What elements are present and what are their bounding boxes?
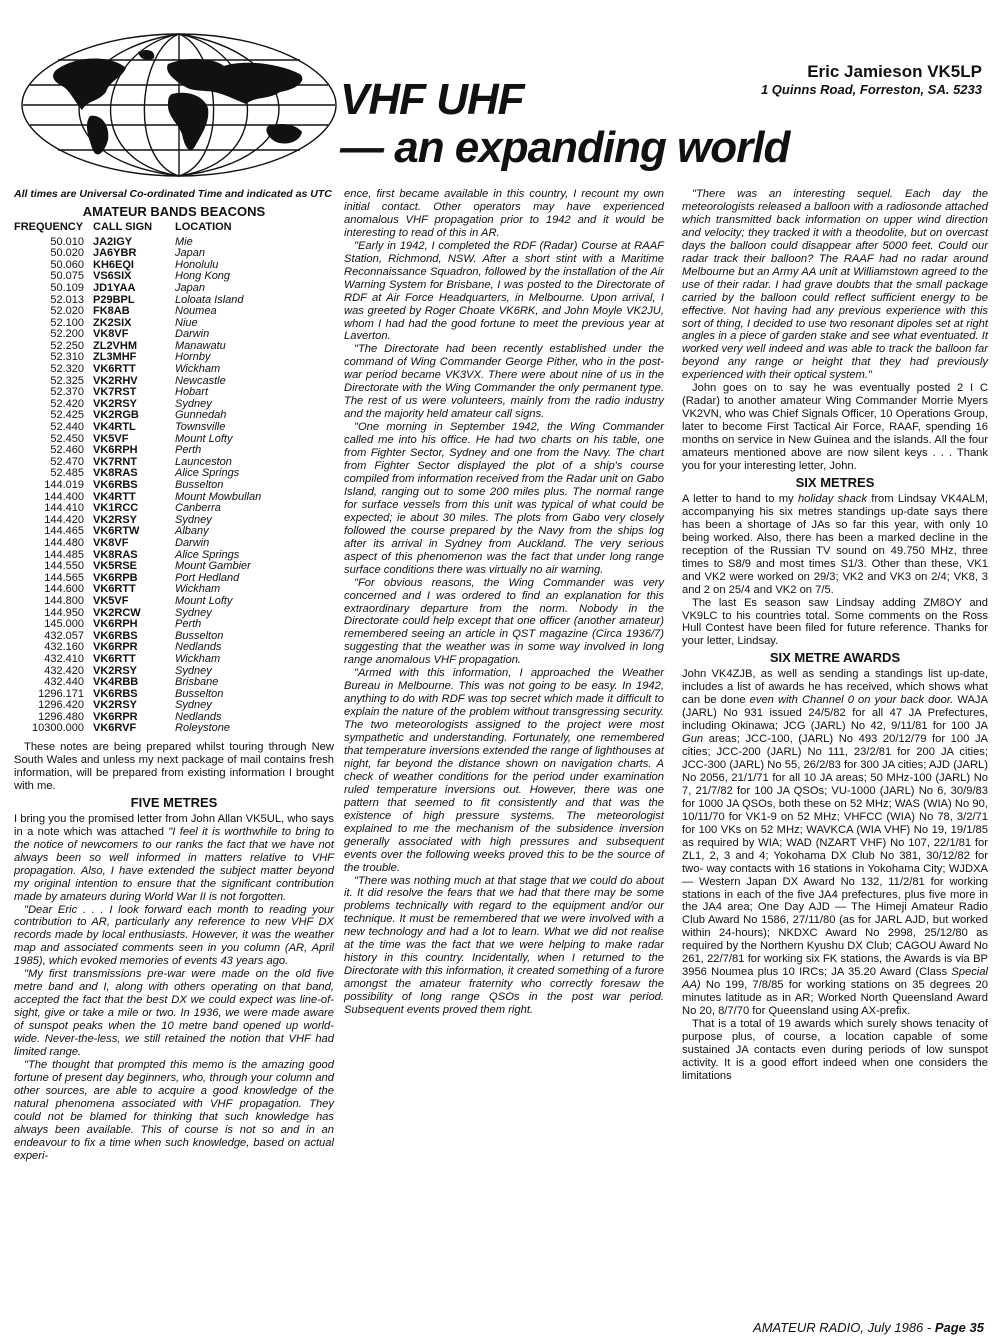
freq-header: FREQUENCY (14, 220, 84, 233)
beacon-frequency: 10300.000 (32, 722, 84, 735)
beacon-location: Noumea (175, 305, 217, 318)
beacon-callsign: VK5VF (93, 432, 129, 445)
beacon-callsign: VK8VF (93, 536, 129, 549)
beacon-callsign: VK8RAS (93, 467, 138, 480)
beacon-location: Japan (175, 281, 205, 294)
letter-paragraph-3: "The thought that prompted this memo is the amazing good fortune of present day beginners, who, through your column and other sources, are able to acquire a good knowledge of the natural phenomena associated with VHF propagation. They could not be blamed for thinking that such knowledge has always been available. This of course is not so and in an endeavour to fix a time when such knowledge, based on actual experi- (14, 1058, 334, 1162)
letter-paragraph-8: "For obvious reasons, the Wing Commander was very concerned and I was ordered to find an explanation for this extraordinary departure from the norm. Nobody in the Directorate could help except that one officer (another amateur) remembered seeing an article in QST magazine (Circa 1936/7) suggesting that the weather was in some way involved in long range anomalous VHF propagation. (344, 576, 664, 667)
beacon-callsign: VK6RPR (93, 641, 138, 654)
gun-text: Gun (682, 733, 704, 746)
beacon-location: Loloata Island (175, 293, 244, 306)
beacon-row (14, 306, 261, 318)
beacon-location: Gunnedah (175, 409, 227, 422)
five-metres-quote: "I feel it is worthwhile to bring to the notice of newcomers to our ranks the fact that we have not always been so well informed in matters relative to VHF propagation. Also, I have extended the subject matter beyond my original intention to ensure that the significant contribution made by amateurs during World War II is not forgotten. (14, 825, 335, 903)
beacon-location: Busselton (175, 687, 224, 700)
column-1 (14, 188, 334, 1163)
beacon-location: Hobart (175, 386, 209, 399)
beacon-location: Albany (175, 525, 209, 538)
beacon-frequency: 432.160 (44, 641, 84, 654)
beacon-location: Alice Springs (175, 467, 240, 480)
beacon-location: Launceston (175, 455, 232, 468)
beacons-heading: AMATEUR BANDS BEACONS (82, 204, 266, 219)
letter-paragraph-11: "There was an interesting sequel. Each day the meteorologists released a balloon with a radiosonde attached which transmitted back information on upper wind direction and velocity; they tracked it with a theodolite, but on overcast days the balloon could disappear after 5000 feet. Could our radar track their balloon? The RAAF had no radar around Melbourne but an Army AA unit at Williamstown agreed to the use of their radar. I had grave doubts that the small package carried by the balloon could reflect sufficient energy to be effective. Not having had any previous experience with this sort of thing, I decided to use two resonant dipoles set at right angles in a piece of garden stake and see what eventuated. It worked very well indeed and was able to track the balloon far beyond any range or height that they had previously experienced with their optical system." (682, 188, 988, 382)
six-metres-text-b: from Lindsay VK4ALM, accompanying his six metres standings up-date says there has been a shortage of JAs so far this year, with only 10 being worked. Also, there has been a marked decline in the reception of the Russian TV sound on 49.750 MHz, three times to S8/9 and most times S1/3. Other than these, VK1 and VK2 were worked on 29/3; VK2 and VK3 on 2/4; VK8, 3 and 2 on 25/4 and VK2 on 7/5. (682, 492, 988, 596)
beacons-header-row (14, 222, 261, 237)
beacon-frequency: 52.460 (50, 444, 84, 457)
beacons-table (14, 222, 261, 735)
beacon-location: Mount Lofty (175, 594, 233, 607)
beacon-frequency: 144.800 (44, 594, 84, 607)
beacon-callsign: VK2RSY (93, 397, 138, 410)
beacon-frequency: 1296.171 (38, 687, 84, 700)
world-map-globe-icon (18, 30, 340, 180)
column-2 (344, 188, 664, 1017)
beacon-location: Roleystone (175, 722, 231, 735)
call-header: CALL SIGN (93, 220, 153, 233)
beacon-location: Mount Mowbullan (175, 490, 262, 503)
beacon-callsign: VK7RNT (93, 455, 138, 468)
letter-paragraph-5: "Early in 1942, I completed the RDF (Radar) Course at RAAF Station, Richmond, NSW. After a short stint with a Maritime Reconnaissance Squadron, followed by the installation of the Air Warning System for Brisbane, I was posted to the Directorate of RDF at Air Force Headquarters, in Melbourne. Upon arrival, I was greeted by Roger Choate VK6RK, and John Moyle VK2JU, whom I had had the good fortune to meet the previous year at Laverton. (344, 239, 664, 343)
author-name: Eric Jamieson VK5LP (807, 62, 982, 81)
beacon-callsign: VK6RBS (93, 629, 138, 642)
beacon-frequency: 50.020 (50, 247, 84, 260)
beacon-callsign: VK6RPH (93, 618, 138, 631)
beacon-location: Darwin (175, 536, 210, 549)
beacon-callsign: VK5RSE (93, 560, 138, 573)
beacon-callsign: VK6RTW (93, 525, 140, 538)
beacon-callsign: VK4RBB (93, 676, 139, 689)
letter-paragraph-4: ence, first became available in this country, I recount my own initial contact. Other operators may have experienced anomalous VHF propagation prior to 1942 and it would be interesting to read of this in AR. (344, 188, 664, 239)
page-footer (753, 1320, 984, 1335)
beacon-location: Sydney (175, 397, 212, 410)
beacon-location: Mount Gambier (175, 560, 251, 573)
beacon-location: Manawatu (175, 339, 226, 352)
beacon-row (14, 677, 261, 689)
letter-paragraph-6: "The Directorate had been recently established under the command of Wing Commander George Pither, who in the post-war period became VK3VX. There were about nine of us in the Directorate with the Wing Commander the only permanent type. The rest of us were volunteers, mainly from the radio industry and the majority held amateur call signs. (344, 343, 664, 421)
beacon-location: Port Hedland (175, 571, 240, 584)
beacon-location: Darwin (175, 328, 210, 341)
beacon-frequency: 52.250 (50, 339, 84, 352)
beacon-callsign: VK6RPR (93, 710, 138, 723)
letter-paragraph-7: "One morning in September 1942, the Wing Commander called me into his office. He had two charts on his table, one from Fighter Sector, Sydney and one from the Navy. The chart from Fighter Sector displayed the plot of a ship's course compiled from information received from the Radar unit on Gabo Island, ranging out to some 200 miles plus. The normal range for surface vessels from this unit was typical of what could be expected; ie about 30 miles. The plots from Gabo very closely followed the course prepared by the Navy from the ships log after its arrival in Sydney from Auckland. The very serious aspect of this phenomenon was the fact that under long range surface conditions there was virtually no air warning. (344, 421, 664, 576)
beacon-frequency: 50.010 (50, 235, 84, 248)
beacon-frequency: 144.465 (44, 525, 84, 538)
beacon-location: Alice Springs (175, 548, 240, 561)
beacon-row (14, 283, 261, 295)
beacon-location: Perth (175, 444, 202, 457)
letter-paragraph-2: "My first transmissions pre-war were made on the old five metre band and I, along with others operating on that band, accepted the fact that the best DX we could expect was line-of-sight, give or take a mile or two. In 1936, we were made aware of sunspot peaks when the 10 metre band opened up world- wide. Never-the-less, we still retained the notion that VHF had limited range. (14, 968, 334, 1058)
channel-0-text: even with Channel 0 on your back door. (749, 694, 954, 707)
five-metres-paragraph-1 (14, 813, 334, 904)
utc-note: All times are Universal Co-ordinated Time and indicated as UTC (14, 188, 332, 200)
loc-header: LOCATION (175, 220, 232, 233)
beacon-callsign: VK4RTT (93, 490, 136, 503)
author-address: 1 Quinns Road, Forreston, SA. 5233 (760, 82, 982, 97)
beacon-callsign: VK5VF (93, 594, 129, 607)
awards-paragraph (682, 668, 988, 1018)
beacon-frequency: 432.410 (44, 652, 84, 665)
awards-text-b: WAJA (JARL) No 931 issued 24/5/82 for all 47 JA Prefectures, including Okinawa; JCG (JARL) No 42, 9/11/81 for 100 JA (682, 694, 988, 733)
beacon-frequency: 52.450 (50, 432, 84, 445)
six-metres-heading: SIX METRES (795, 474, 875, 490)
five-metres-intro: I bring you the promised letter from John Allan VK5UL, who says in a note which was attached (14, 812, 334, 838)
beacon-callsign: JA2IGY (93, 235, 133, 248)
beacon-row (14, 596, 261, 608)
total-paragraph: That is a total of 19 awards which surely shows tenacity of purpose plus, of course, a location capable of some sustained JA contacts even during periods of low sunspot activity. It is a good effort indeed when one considers the limitations (682, 1018, 988, 1082)
beacon-location: Wickham (175, 363, 221, 376)
holiday-shack-text: holiday shack (797, 492, 867, 505)
beacon-callsign: VK8VF (93, 328, 129, 341)
beacon-row (14, 480, 261, 492)
beacon-callsign: VK1RCC (93, 502, 139, 515)
beacon-callsign: VK2RCW (93, 606, 141, 619)
beacon-callsign: VK2RSY (93, 513, 138, 526)
beacon-callsign: VK6RTT (93, 652, 136, 665)
beacon-frequency: 52.100 (50, 316, 84, 329)
beacon-location: Sydney (175, 699, 212, 712)
beacon-frequency: 1296.480 (38, 710, 84, 723)
beacon-location: Canberra (175, 502, 221, 515)
beacon-frequency: 144.400 (44, 490, 84, 503)
beacon-callsign: JD1YAA (93, 281, 136, 294)
beacon-callsign: ZL2VHM (93, 339, 137, 352)
beacon-frequency: 52.485 (50, 467, 84, 480)
beacon-location: Townsville (175, 421, 226, 434)
beacon-frequency: 52.370 (50, 386, 84, 399)
beacon-location: Sydney (175, 606, 212, 619)
beacon-frequency: 432.420 (44, 664, 84, 677)
beacon-frequency: 432.440 (44, 676, 84, 689)
beacon-frequency: 144.019 (44, 479, 84, 492)
beacon-location: Wickham (175, 583, 221, 596)
beacon-location: Hong Kong (175, 270, 231, 283)
beacon-row (14, 723, 261, 735)
beacon-location: Wickham (175, 652, 221, 665)
column-3 (682, 188, 988, 1083)
beacon-location: Busselton (175, 629, 224, 642)
awards-text-a: John VK4ZJB, as well as sending a standings list up-date, includes a list of awards he has received, which shows what can be done (682, 668, 988, 707)
beacon-row (14, 364, 261, 376)
beacon-callsign: VK2RSY (93, 699, 138, 712)
beacon-callsign: VK6RTT (93, 583, 136, 596)
footer-magazine: AMATEUR RADIO, July 1986 - (753, 1320, 935, 1335)
beacon-callsign: JA6YBR (93, 247, 137, 260)
beacon-frequency: 144.600 (44, 583, 84, 596)
beacon-row (14, 248, 261, 260)
beacon-location: Mie (175, 235, 193, 248)
title-line-2: — an expanding world (340, 123, 790, 172)
beacon-location: Hornby (175, 351, 211, 364)
touring-paragraph: These notes are being prepared whilst touring through New South Wales and unless my next package of mail contains fresh information, will be prepared from existing information I brought with me. (14, 741, 334, 792)
beacon-location: Newcastle (175, 374, 226, 387)
special-aa-text: Special AA) (682, 966, 988, 992)
posted-paragraph: John goes on to say he was eventually posted 2 I C (Radar) to another amateur Wing Commander Morrie Myers VK2VN, who was Chief Signals Officer, 10 Operations Group, later to become First Tactical Air Force, RAAF, spending 16 months on service in New Guinea and the islands. All the four amateurs mentioned above are now silent keys . . . Thank you for your interesting letter, John. (682, 382, 988, 473)
beacon-row (14, 422, 261, 434)
beacon-frequency: 145.000 (44, 618, 84, 631)
beacon-callsign: FK8AB (93, 305, 130, 318)
letter-paragraph-9: "Armed with this information, I approached the Weather Bureau in Melbourne. This was not going to be easy. In 1942, anything to do with RDF was top secret which made it difficult to explain the nature of the problem without transgressing security. The two meteorologists assigned to the project were most sympathetic and understanding. Fortunately, one remembered that temperature inversions extended the range of lighthouses at night, far beyond the distance shown on navigation charts. A check of weather conditions for the period under examination ruled temperature inversions out. However, there was one pattern that seemed to fit consistently and that was the existence of high pressure systems. The meteorologist explained to me the mechanism of the subsidence inversion generally associated with high pressures and subsequent events over the following weeks proved this to be the source of the trouble. (344, 667, 664, 874)
beacon-location: Sydney (175, 664, 212, 677)
beacon-callsign: KH6EQI (93, 258, 134, 271)
beacon-location: Brisbane (175, 676, 219, 689)
beacon-frequency: 52.325 (50, 374, 84, 387)
beacon-callsign: VK2RSY (93, 664, 138, 677)
beacon-frequency: 52.420 (50, 397, 84, 410)
beacon-location: Nedlands (175, 641, 222, 654)
beacon-location: Nedlands (175, 710, 222, 723)
beacon-frequency: 52.320 (50, 363, 84, 376)
beacon-location: Busselton (175, 479, 224, 492)
footer-page: Page 35 (934, 1320, 984, 1335)
article-title (340, 76, 820, 172)
beacon-frequency: 52.200 (50, 328, 84, 341)
beacon-frequency: 50.060 (50, 258, 84, 271)
six-metres-paragraph (682, 493, 988, 597)
beacon-location: Perth (175, 618, 202, 631)
beacon-callsign: ZL3MHF (93, 351, 137, 364)
beacon-frequency: 144.420 (44, 513, 84, 526)
beacon-location: Japan (175, 247, 205, 260)
beacon-frequency: 432.057 (44, 629, 84, 642)
beacon-callsign: VK2RGB (93, 409, 139, 422)
beacons-body (14, 237, 261, 736)
beacon-row (14, 619, 261, 631)
beacon-callsign: VK6RBS (93, 687, 138, 700)
awards-text-c: areas; JCC-100, (JARL) No 493 20/12/79 for 100 JA cities; JCC-200 (JARL) No 111, 23/2/81 for 200 JA cities; JCC-300 (JARL) No 55, 26/2/83 for 300 JA cities; AJD (JARL) No 2056, 21/1/71 for all 10 JA areas; 50 MHz-100 (JARL) No 7, 21/7/82 for 100 JA QSOs; VU-1000 (JARL) No 6, 30/9/83 for 1000 JA QSOs, both these on 52 MHz; WAS (WIA) No 90, 10/11/70 for VK1-9 on 52 MHz; VHFCC (WIA) No 78, 3/2/71 for 100 VKs on 52 MHz; WAVKCA (WIA VHF) No 19, 19/1/85 as required by WIA; WAD (NZART VHF) No 107, 22/1/81 for ZL1, 2, 3 and 4; Yokohama DX Club No 381, 30/12/82 for two- way contacts with 16 stations in Yokohama City; WJDXA — Western Japan DX Award No 132, 11/2/81 for working stations in each of the five JA4 prefectures, plus five more in the JA4 area; One Day AJD — The Himeji Amateur Radio Club Award No 1586, 27/11/80 (as for JARL AJD, but worked within 24-hours); NKDXC Award No 2998, 25/12/80 as required by the Northern Kyushu DX Club; CAGOU Award No 261, 22/7/81 for working six FK stations, the Awards is via BP 3956 Noumea plus 10 IRCs; JA 35.20 Award (Class (682, 733, 988, 979)
six-metre-awards-heading: SIX METRE AWARDS (769, 650, 901, 666)
beacon-callsign: VK7RST (93, 386, 137, 399)
beacon-frequency: 50.075 (50, 270, 84, 283)
beacon-callsign: VK2RHV (93, 374, 138, 387)
awards-text-d: No 199, 7/8/85 for working stations on 35 degrees 20 minutes latitude as in AR; Worked North Queensland Award No 20, 8/7/70 for Queensland using AX-prefix. (682, 979, 988, 1018)
es-season-paragraph: The last Es season saw Lindsay adding ZM8OY and VK9LC to his countries total. Some comments on the Ross Hull Contest have been filed for future reference. Thanks for your letter, Lindsay. (682, 596, 988, 648)
letter-paragraph-1: "Dear Eric . . . I look forward each month to reading your contribution to AR, particularly any reference to new VHF DX records made by local enthusiasts. However, it was the weather map and associated comments seen in you column (AR, April 1985), which evoked memories of events 43 years ago. (14, 903, 334, 968)
beacon-callsign: VK6RTT (93, 363, 136, 376)
beacon-frequency: 52.470 (50, 455, 84, 468)
beacon-callsign: P29BPL (93, 293, 135, 306)
beacon-frequency: 52.310 (50, 351, 84, 364)
beacon-location: Niue (175, 316, 198, 329)
letter-paragraph-10: "There was nothing much at that stage that we could do about it. It did resolve the fears that we had that there may be some problems technically with regard to the equipment and/or our technique. It must be remembered that we were involved with a new technology and had a lot to learn. What we did not realise at the time was the fact that we were helping to make radar history in this country. Incidentally, when I returned to the Directorate with this information, it created something of a furore amongst the amateur fraternity who correctly foresaw the possibility of long range QSOs in the post war period. Subsequent events proved them right. (344, 874, 664, 1017)
beacon-location: Sydney (175, 513, 212, 526)
beacon-location: Honolulu (175, 258, 219, 271)
beacon-frequency: 52.013 (50, 293, 84, 306)
beacon-row (14, 538, 261, 550)
beacon-frequency: 144.410 (44, 502, 84, 515)
beacon-location: Mount Lofty (175, 432, 233, 445)
beacon-frequency: 52.440 (50, 421, 84, 434)
beacon-frequency: 144.480 (44, 536, 84, 549)
beacon-callsign: VK6RPH (93, 444, 138, 457)
beacon-frequency: 144.950 (44, 606, 84, 619)
beacon-row (14, 654, 261, 666)
beacon-frequency: 144.550 (44, 560, 84, 573)
beacon-frequency: 50.109 (50, 281, 84, 294)
beacon-frequency: 52.020 (50, 305, 84, 318)
beacon-callsign: ZK2SIX (93, 316, 132, 329)
beacon-frequency: 1296.420 (38, 699, 84, 712)
five-metres-heading: FIVE METRES (130, 794, 218, 810)
beacon-callsign: VK8RAS (93, 548, 138, 561)
six-metres-text-a: A letter to hand to my (682, 492, 798, 505)
title-line-1: VHF UHF (340, 75, 524, 124)
beacon-callsign: VS6SIX (93, 270, 132, 283)
beacon-frequency: 144.565 (44, 571, 84, 584)
beacon-callsign: VK6RVF (93, 722, 137, 735)
beacon-frequency: 52.425 (50, 409, 84, 422)
beacon-callsign: VK6RBS (93, 479, 138, 492)
beacon-frequency: 144.485 (44, 548, 84, 561)
beacon-callsign: VK6RPB (93, 571, 138, 584)
beacon-callsign: VK4RTL (93, 421, 136, 434)
